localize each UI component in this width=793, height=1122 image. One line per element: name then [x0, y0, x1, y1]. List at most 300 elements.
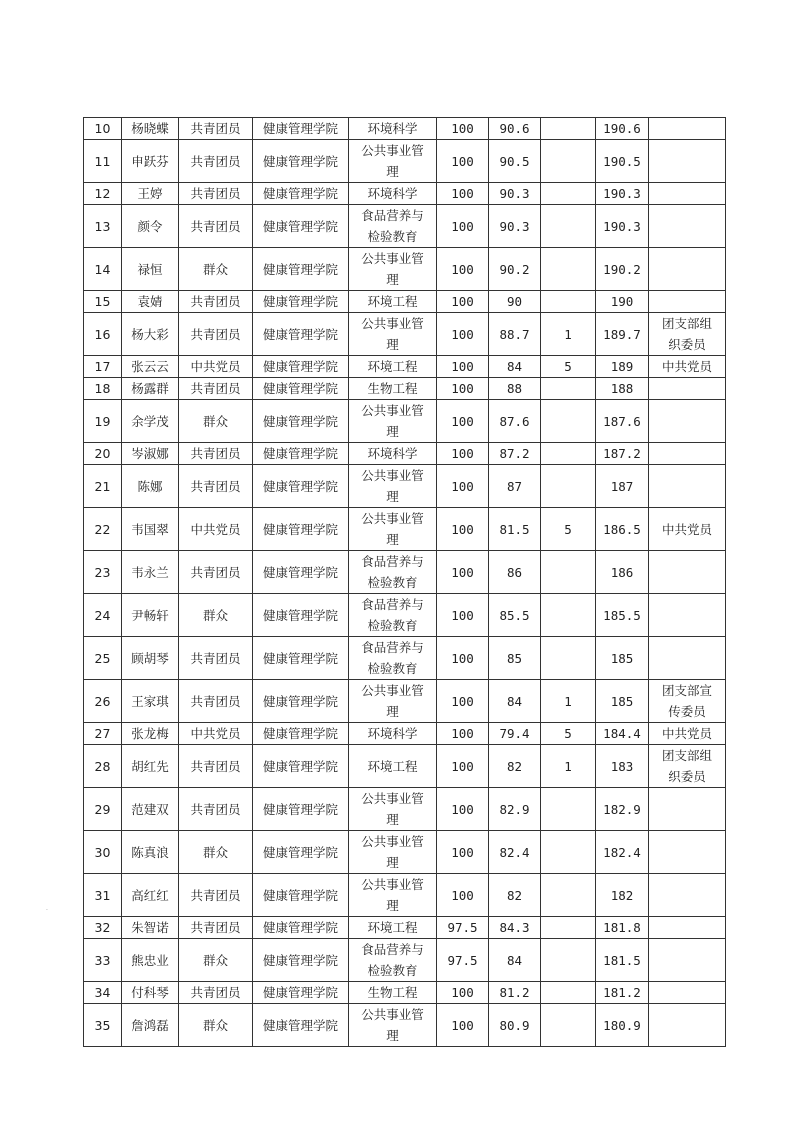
- cell-score-1: 100: [437, 551, 489, 594]
- cell-bonus: [541, 831, 596, 874]
- cell-remark: [649, 443, 726, 465]
- cell-college: 健康管理学院: [253, 465, 349, 508]
- table-row: [84, 1004, 726, 1047]
- cell-major-line: 环境工程: [367, 920, 418, 935]
- cell-index: 20: [84, 443, 122, 465]
- cell-remark: [649, 140, 726, 183]
- cell-remark: [649, 356, 726, 378]
- cell-major-line: 检验教育: [367, 963, 418, 978]
- cell-major-line: 检验教育: [367, 229, 418, 244]
- cell-name: 范建双: [122, 788, 179, 831]
- cell-political-status: 共青团员: [179, 917, 253, 939]
- cell-major-line: 公共事业管: [361, 403, 424, 418]
- cell-remark: [649, 205, 726, 248]
- cell-remark: [649, 183, 726, 205]
- cell-college: 健康管理学院: [253, 205, 349, 248]
- cell-major-line: 公共事业管: [361, 834, 424, 849]
- cell-remark: [649, 248, 726, 291]
- cell-total: 186.5: [596, 508, 649, 551]
- cell-major-line: 检验教育: [367, 618, 418, 633]
- cell-major: [349, 248, 437, 291]
- cell-total: 190.2: [596, 248, 649, 291]
- cell-score-1: 100: [437, 465, 489, 508]
- cell-total: 189.7: [596, 313, 649, 356]
- cell-bonus: 1: [541, 745, 596, 788]
- cell-name: 陈娜: [122, 465, 179, 508]
- cell-major: [349, 788, 437, 831]
- cell-college: 健康管理学院: [253, 745, 349, 788]
- cell-college: 健康管理学院: [253, 551, 349, 594]
- cell-political-status: 共青团员: [179, 183, 253, 205]
- cell-index: 27: [84, 723, 122, 745]
- cell-college: 健康管理学院: [253, 939, 349, 982]
- table-row: [84, 400, 726, 443]
- cell-college: 健康管理学院: [253, 788, 349, 831]
- cell-score-2: 81.2: [489, 982, 541, 1004]
- cell-major-line: 环境科学: [367, 186, 418, 201]
- cell-remark: [649, 291, 726, 313]
- cell-bonus: [541, 118, 596, 140]
- cell-index: 23: [84, 551, 122, 594]
- cell-college: 健康管理学院: [253, 594, 349, 637]
- cell-bonus: [541, 465, 596, 508]
- cell-college: 健康管理学院: [253, 680, 349, 723]
- table-body: [84, 118, 726, 1047]
- cell-bonus: [541, 551, 596, 594]
- cell-major-line: 理: [386, 1028, 399, 1043]
- cell-score-2: 80.9: [489, 1004, 541, 1047]
- cell-score-1: 100: [437, 508, 489, 551]
- cell-total: 181.5: [596, 939, 649, 982]
- table-row: [84, 378, 726, 400]
- ranking-table: [83, 117, 726, 1047]
- cell-bonus: [541, 788, 596, 831]
- cell-bonus: 5: [541, 723, 596, 745]
- cell-score-1: 100: [437, 745, 489, 788]
- cell-political-status: 群众: [179, 1004, 253, 1047]
- cell-remark: [649, 874, 726, 917]
- cell-score-1: 100: [437, 378, 489, 400]
- cell-index: 13: [84, 205, 122, 248]
- cell-index: 30: [84, 831, 122, 874]
- cell-college: 健康管理学院: [253, 118, 349, 140]
- cell-remark-line: 织委员: [668, 769, 706, 784]
- cell-bonus: [541, 378, 596, 400]
- cell-major-line: 理: [386, 532, 399, 547]
- cell-score-2: 88: [489, 378, 541, 400]
- cell-bonus: [541, 594, 596, 637]
- cell-score-2: 90.6: [489, 118, 541, 140]
- cell-college: 健康管理学院: [253, 982, 349, 1004]
- cell-remark: [649, 551, 726, 594]
- cell-remark: [649, 745, 726, 788]
- cell-college: 健康管理学院: [253, 400, 349, 443]
- cell-score-1: 100: [437, 680, 489, 723]
- cell-major-line: 生物工程: [367, 381, 418, 396]
- cell-major: [349, 939, 437, 982]
- cell-major: [349, 205, 437, 248]
- table-row: [84, 594, 726, 637]
- cell-major-line: 环境工程: [367, 758, 418, 774]
- cell-remark: [649, 939, 726, 982]
- cell-score-2: 88.7: [489, 313, 541, 356]
- scan-speck: ·: [46, 907, 48, 914]
- cell-bonus: [541, 400, 596, 443]
- cell-score-1: 100: [437, 788, 489, 831]
- cell-major: [349, 723, 437, 745]
- cell-college: 健康管理学院: [253, 874, 349, 917]
- cell-remark-line: 传委员: [668, 704, 706, 719]
- cell-score-2: 87: [489, 465, 541, 508]
- cell-major-line: 公共事业管: [361, 143, 424, 158]
- cell-total: 190.5: [596, 140, 649, 183]
- cell-index: 16: [84, 313, 122, 356]
- cell-index: 15: [84, 291, 122, 313]
- cell-college: 健康管理学院: [253, 313, 349, 356]
- table-row: [84, 443, 726, 465]
- table-row: [84, 140, 726, 183]
- cell-remark-line: 中共党员: [661, 726, 712, 741]
- cell-remark: [649, 378, 726, 400]
- cell-major-line: 理: [386, 164, 399, 179]
- cell-political-status: 中共党员: [179, 508, 253, 551]
- cell-name: 张龙梅: [122, 723, 179, 745]
- cell-political-status: 共青团员: [179, 874, 253, 917]
- cell-name: 朱智诺: [122, 917, 179, 939]
- cell-major-line: 公共事业管: [361, 791, 424, 806]
- cell-major: [349, 551, 437, 594]
- cell-index: 35: [84, 1004, 122, 1047]
- cell-name: 詹鸿磊: [122, 1004, 179, 1047]
- cell-index: 14: [84, 248, 122, 291]
- cell-index: 12: [84, 183, 122, 205]
- table-row: [84, 637, 726, 680]
- cell-index: 32: [84, 917, 122, 939]
- cell-remark: [649, 723, 726, 745]
- cell-bonus: [541, 982, 596, 1004]
- cell-major-line: 公共事业管: [361, 316, 424, 331]
- cell-college: 健康管理学院: [253, 917, 349, 939]
- cell-major-line: 公共事业管: [361, 468, 424, 483]
- cell-major-line: 公共事业管: [361, 683, 424, 698]
- cell-major-line: 环境科学: [367, 726, 418, 741]
- cell-college: 健康管理学院: [253, 356, 349, 378]
- cell-score-2: 90.3: [489, 205, 541, 248]
- table-row: [84, 788, 726, 831]
- cell-major-line: 食品营养与: [361, 942, 424, 957]
- cell-college: 健康管理学院: [253, 378, 349, 400]
- cell-name: 王家琪: [122, 680, 179, 723]
- cell-major: [349, 594, 437, 637]
- cell-total: 190.6: [596, 118, 649, 140]
- cell-score-1: 100: [437, 313, 489, 356]
- cell-major-line: 食品营养与: [361, 554, 424, 569]
- cell-bonus: 1: [541, 680, 596, 723]
- cell-political-status: 共青团员: [179, 291, 253, 313]
- cell-remark-line: 团支部组: [661, 316, 712, 331]
- table-row: [84, 874, 726, 917]
- cell-total: 184.4: [596, 723, 649, 745]
- table-row: [84, 356, 726, 378]
- cell-score-1: 97.5: [437, 917, 489, 939]
- cell-remark: [649, 508, 726, 551]
- cell-index: 31: [84, 874, 122, 917]
- cell-major-line: 环境科学: [367, 446, 418, 461]
- cell-bonus: 5: [541, 356, 596, 378]
- cell-bonus: [541, 1004, 596, 1047]
- table-row: [84, 982, 726, 1004]
- cell-political-status: 共青团员: [179, 140, 253, 183]
- cell-total: 182.4: [596, 831, 649, 874]
- cell-college: 健康管理学院: [253, 831, 349, 874]
- cell-major: [349, 356, 437, 378]
- cell-political-status: 群众: [179, 594, 253, 637]
- cell-index: 29: [84, 788, 122, 831]
- cell-major: [349, 291, 437, 313]
- cell-major-line: 环境工程: [367, 359, 418, 374]
- cell-name: 高红红: [122, 874, 179, 917]
- cell-index: 22: [84, 508, 122, 551]
- cell-major-line: 理: [386, 337, 399, 352]
- cell-political-status: 共青团员: [179, 205, 253, 248]
- table-row: [84, 917, 726, 939]
- cell-score-2: 82: [489, 745, 541, 788]
- table-row: [84, 723, 726, 745]
- cell-remark: [649, 594, 726, 637]
- cell-major-line: 公共事业管: [361, 511, 424, 526]
- cell-political-status: 共青团员: [179, 788, 253, 831]
- cell-score-1: 100: [437, 400, 489, 443]
- cell-bonus: [541, 248, 596, 291]
- cell-total: 185: [596, 637, 649, 680]
- cell-political-status: 共青团员: [179, 118, 253, 140]
- cell-score-2: 79.4: [489, 723, 541, 745]
- cell-score-2: 90: [489, 291, 541, 313]
- cell-remark: [649, 465, 726, 508]
- cell-index: 25: [84, 637, 122, 680]
- cell-score-1: 100: [437, 183, 489, 205]
- cell-score-1: 100: [437, 443, 489, 465]
- cell-political-status: 共青团员: [179, 637, 253, 680]
- cell-remark-line: 团支部组: [661, 748, 712, 763]
- cell-bonus: [541, 140, 596, 183]
- cell-score-1: 100: [437, 831, 489, 874]
- cell-name: 杨露群: [122, 378, 179, 400]
- cell-score-1: 100: [437, 140, 489, 183]
- cell-political-status: 共青团员: [179, 313, 253, 356]
- cell-score-2: 81.5: [489, 508, 541, 551]
- cell-major-line: 食品营养与: [361, 208, 424, 223]
- cell-index: 19: [84, 400, 122, 443]
- cell-name: 颜令: [122, 205, 179, 248]
- cell-political-status: 群众: [179, 248, 253, 291]
- cell-total: 185: [596, 680, 649, 723]
- cell-index: 11: [84, 140, 122, 183]
- cell-bonus: [541, 637, 596, 680]
- cell-index: 28: [84, 745, 122, 788]
- cell-bonus: [541, 205, 596, 248]
- cell-name: 熊忠业: [122, 939, 179, 982]
- cell-bonus: [541, 917, 596, 939]
- cell-remark: [649, 118, 726, 140]
- table-row: [84, 313, 726, 356]
- cell-political-status: 共青团员: [179, 465, 253, 508]
- cell-total: 182.9: [596, 788, 649, 831]
- cell-score-2: 84: [489, 680, 541, 723]
- cell-remark: [649, 680, 726, 723]
- cell-major-line: 食品营养与: [361, 640, 424, 655]
- cell-political-status: 共青团员: [179, 443, 253, 465]
- cell-total: 190.3: [596, 205, 649, 248]
- cell-name: 杨晓蝶: [122, 118, 179, 140]
- cell-index: 24: [84, 594, 122, 637]
- cell-remark: [649, 831, 726, 874]
- cell-major: [349, 745, 437, 788]
- cell-college: 健康管理学院: [253, 291, 349, 313]
- cell-score-2: 82.4: [489, 831, 541, 874]
- table-row: [84, 680, 726, 723]
- cell-index: 17: [84, 356, 122, 378]
- table-row: [84, 508, 726, 551]
- cell-remark: [649, 917, 726, 939]
- cell-major-line: 理: [386, 424, 399, 439]
- cell-political-status: 共青团员: [179, 680, 253, 723]
- cell-index: 18: [84, 378, 122, 400]
- table-row: [84, 248, 726, 291]
- cell-bonus: [541, 183, 596, 205]
- cell-score-1: 100: [437, 874, 489, 917]
- cell-political-status: 群众: [179, 831, 253, 874]
- cell-remark-line: 中共党员: [661, 521, 712, 537]
- cell-major: [349, 874, 437, 917]
- cell-score-2: 85.5: [489, 594, 541, 637]
- cell-bonus: [541, 874, 596, 917]
- cell-total: 180.9: [596, 1004, 649, 1047]
- cell-bonus: 5: [541, 508, 596, 551]
- cell-score-1: 100: [437, 248, 489, 291]
- cell-score-1: 100: [437, 291, 489, 313]
- cell-total: 190: [596, 291, 649, 313]
- cell-total: 187: [596, 465, 649, 508]
- cell-score-2: 82: [489, 874, 541, 917]
- cell-score-2: 85: [489, 637, 541, 680]
- cell-score-2: 86: [489, 551, 541, 594]
- cell-political-status: 共青团员: [179, 378, 253, 400]
- cell-name: 王婷: [122, 183, 179, 205]
- cell-name: 顾胡琴: [122, 637, 179, 680]
- cell-name: 岑淑娜: [122, 443, 179, 465]
- cell-remark: [649, 400, 726, 443]
- cell-major-line: 公共事业管: [361, 1007, 424, 1022]
- cell-major-line: 食品营养与: [361, 597, 424, 612]
- cell-remark: [649, 637, 726, 680]
- cell-name: 陈真浪: [122, 831, 179, 874]
- cell-score-1: 100: [437, 982, 489, 1004]
- cell-score-2: 90.2: [489, 248, 541, 291]
- cell-name: 禄恒: [122, 248, 179, 291]
- table-row: [84, 291, 726, 313]
- cell-score-2: 90.3: [489, 183, 541, 205]
- cell-score-2: 84: [489, 939, 541, 982]
- cell-major: [349, 118, 437, 140]
- cell-name: 申跃芬: [122, 140, 179, 183]
- cell-score-1: 100: [437, 356, 489, 378]
- cell-major-line: 理: [386, 898, 399, 913]
- cell-major: [349, 637, 437, 680]
- cell-index: 34: [84, 982, 122, 1004]
- cell-total: 183: [596, 745, 649, 788]
- cell-major: [349, 982, 437, 1004]
- cell-major: [349, 443, 437, 465]
- cell-major: [349, 831, 437, 874]
- cell-political-status: 中共党员: [179, 356, 253, 378]
- cell-total: 187.6: [596, 400, 649, 443]
- cell-college: 健康管理学院: [253, 443, 349, 465]
- cell-remark-line: 中共党员: [661, 359, 712, 374]
- cell-score-1: 100: [437, 637, 489, 680]
- cell-remark-line: 织委员: [668, 337, 706, 352]
- table-row: [84, 551, 726, 594]
- cell-name: 杨大彩: [122, 313, 179, 356]
- cell-name: 胡红先: [122, 745, 179, 788]
- cell-political-status: 共青团员: [179, 551, 253, 594]
- cell-index: 21: [84, 465, 122, 508]
- cell-major-line: 理: [386, 704, 399, 719]
- cell-political-status: 群众: [179, 939, 253, 982]
- cell-major: [349, 917, 437, 939]
- cell-remark: [649, 313, 726, 356]
- cell-bonus: 1: [541, 313, 596, 356]
- cell-score-1: 100: [437, 1004, 489, 1047]
- cell-remark-line: 团支部宣: [661, 683, 712, 698]
- cell-bonus: [541, 939, 596, 982]
- cell-major-line: 环境工程: [367, 294, 418, 309]
- cell-major-line: 检验教育: [367, 661, 418, 676]
- table-row: [84, 183, 726, 205]
- cell-index: 26: [84, 680, 122, 723]
- cell-college: 健康管理学院: [253, 183, 349, 205]
- cell-score-2: 82.9: [489, 788, 541, 831]
- cell-major-line: 生物工程: [367, 985, 418, 1000]
- cell-total: 185.5: [596, 594, 649, 637]
- cell-major-line: 理: [386, 272, 399, 287]
- cell-major-line: 公共事业管: [361, 877, 424, 892]
- cell-major-line: 理: [386, 812, 399, 827]
- cell-college: 健康管理学院: [253, 1004, 349, 1047]
- cell-total: 190.3: [596, 183, 649, 205]
- cell-college: 健康管理学院: [253, 637, 349, 680]
- cell-major-line: 环境科学: [367, 121, 418, 136]
- cell-score-2: 87.6: [489, 400, 541, 443]
- cell-name: 袁婧: [122, 291, 179, 313]
- cell-total: 189: [596, 356, 649, 378]
- cell-major: [349, 508, 437, 551]
- cell-score-2: 84.3: [489, 917, 541, 939]
- table-row: [84, 205, 726, 248]
- cell-score-1: 100: [437, 118, 489, 140]
- cell-name: 尹畅轩: [122, 594, 179, 637]
- cell-score-1: 100: [437, 594, 489, 637]
- cell-major-line: 检验教育: [367, 575, 418, 590]
- cell-remark: [649, 788, 726, 831]
- cell-score-1: 100: [437, 723, 489, 745]
- cell-score-1: 100: [437, 205, 489, 248]
- cell-college: 健康管理学院: [253, 248, 349, 291]
- cell-major-line: 理: [386, 489, 399, 504]
- cell-index: 10: [84, 118, 122, 140]
- cell-remark: [649, 982, 726, 1004]
- cell-name: 付科琴: [122, 982, 179, 1004]
